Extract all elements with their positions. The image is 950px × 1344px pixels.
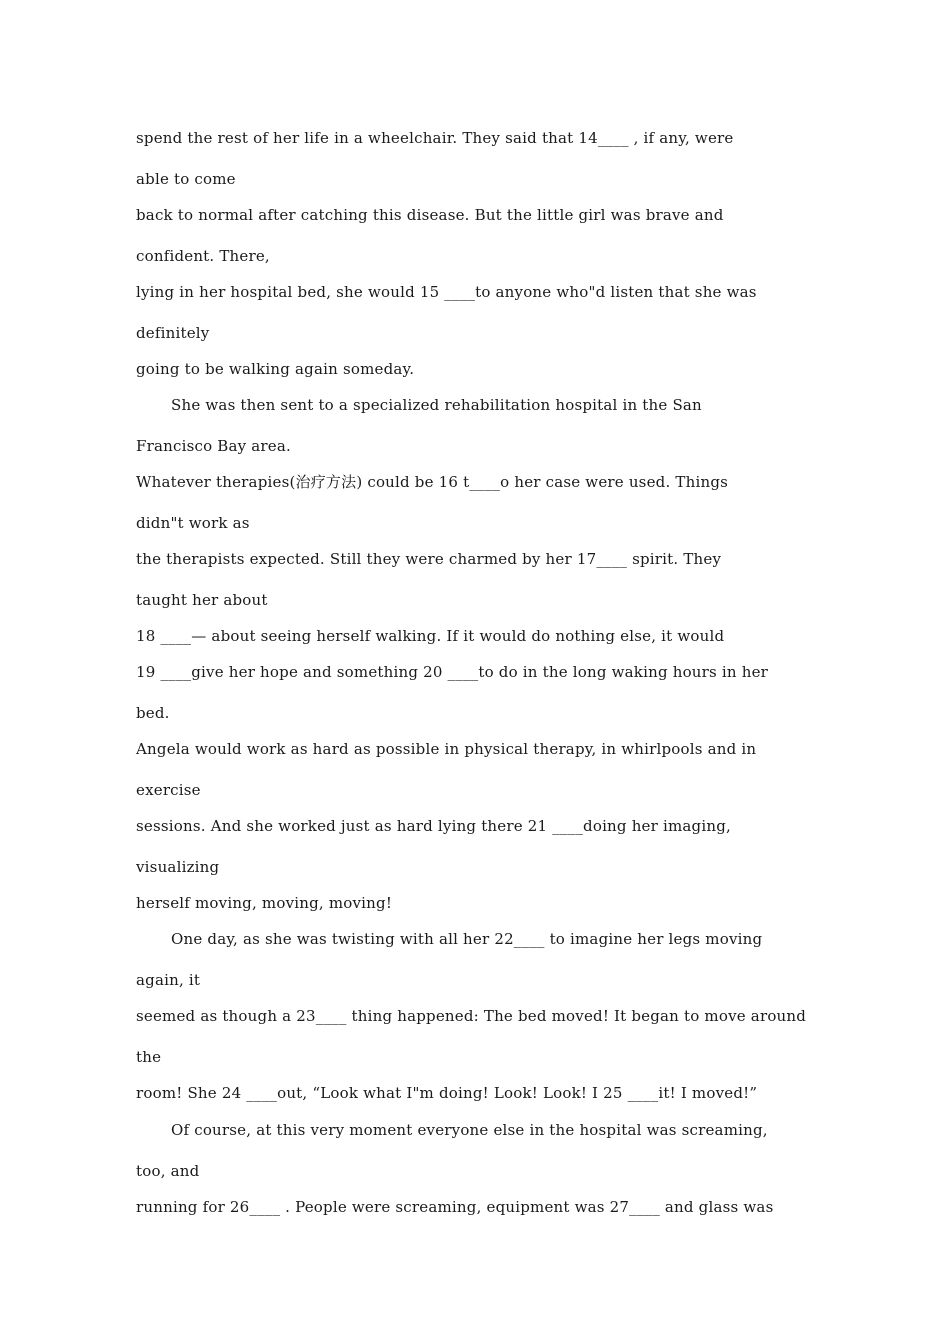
text-line: room! She 24 ____out, “Look what I"m doing! Look! Look! I 25 ____it! I moved!” xyxy=(136,1084,758,1102)
text-line: taught her about xyxy=(136,591,268,609)
text-line: the therapists expected. Still they were charmed by her 17____ spirit. They xyxy=(136,550,722,568)
text-line: Whatever therapies(治疗方法) could be 16 t____o her case were used. Things xyxy=(136,473,729,491)
text-line: 18 ____— about seeing herself walking. If it would do nothing else, it would xyxy=(136,627,725,645)
text-line: 19 ____give her hope and something 20 ____to do in the long waking hours in her xyxy=(136,663,769,681)
paragraph-start-line: Of course, at this very moment everyone else in the hospital was screaming, xyxy=(171,1121,768,1139)
text-line: lying in her hospital bed, she would 15 ____to anyone who"d listen that she was xyxy=(136,283,757,301)
text-line: the xyxy=(136,1048,162,1066)
text-line: herself moving, moving, moving! xyxy=(136,894,393,912)
text-line: exercise xyxy=(136,781,201,799)
text-line: able to come xyxy=(136,170,236,188)
text-line: back to normal after catching this disease. But the little girl was brave and xyxy=(136,206,724,224)
text-line: bed. xyxy=(136,704,170,722)
text-line: visualizing xyxy=(136,858,220,876)
text-line: running for 26____ . People were screaming, equipment was 27____ and glass was xyxy=(136,1198,774,1216)
text-line: too, and xyxy=(136,1162,200,1180)
text-line: going to be walking again someday. xyxy=(136,360,415,378)
text-line: didn"t work as xyxy=(136,514,250,532)
text-line: Angela would work as hard as possible in physical therapy, in whirlpools and in xyxy=(136,740,757,758)
text-line: definitely xyxy=(136,324,210,342)
paragraph-start-line: She was then sent to a specialized rehabilitation hospital in the San xyxy=(171,396,702,414)
text-line: Francisco Bay area. xyxy=(136,437,291,455)
text-line: spend the rest of her life in a wheelchair. They said that 14____ , if any, were xyxy=(136,129,734,147)
text-line: again, it xyxy=(136,971,201,989)
text-line: seemed as though a 23____ thing happened: The bed moved! It began to move around xyxy=(136,1007,807,1025)
text-line: confident. There, xyxy=(136,247,270,265)
text-line: sessions. And she worked just as hard lying there 21 ____doing her imaging, xyxy=(136,817,731,835)
paragraph-start-line: One day, as she was twisting with all her 22____ to imagine her legs moving xyxy=(171,930,763,948)
